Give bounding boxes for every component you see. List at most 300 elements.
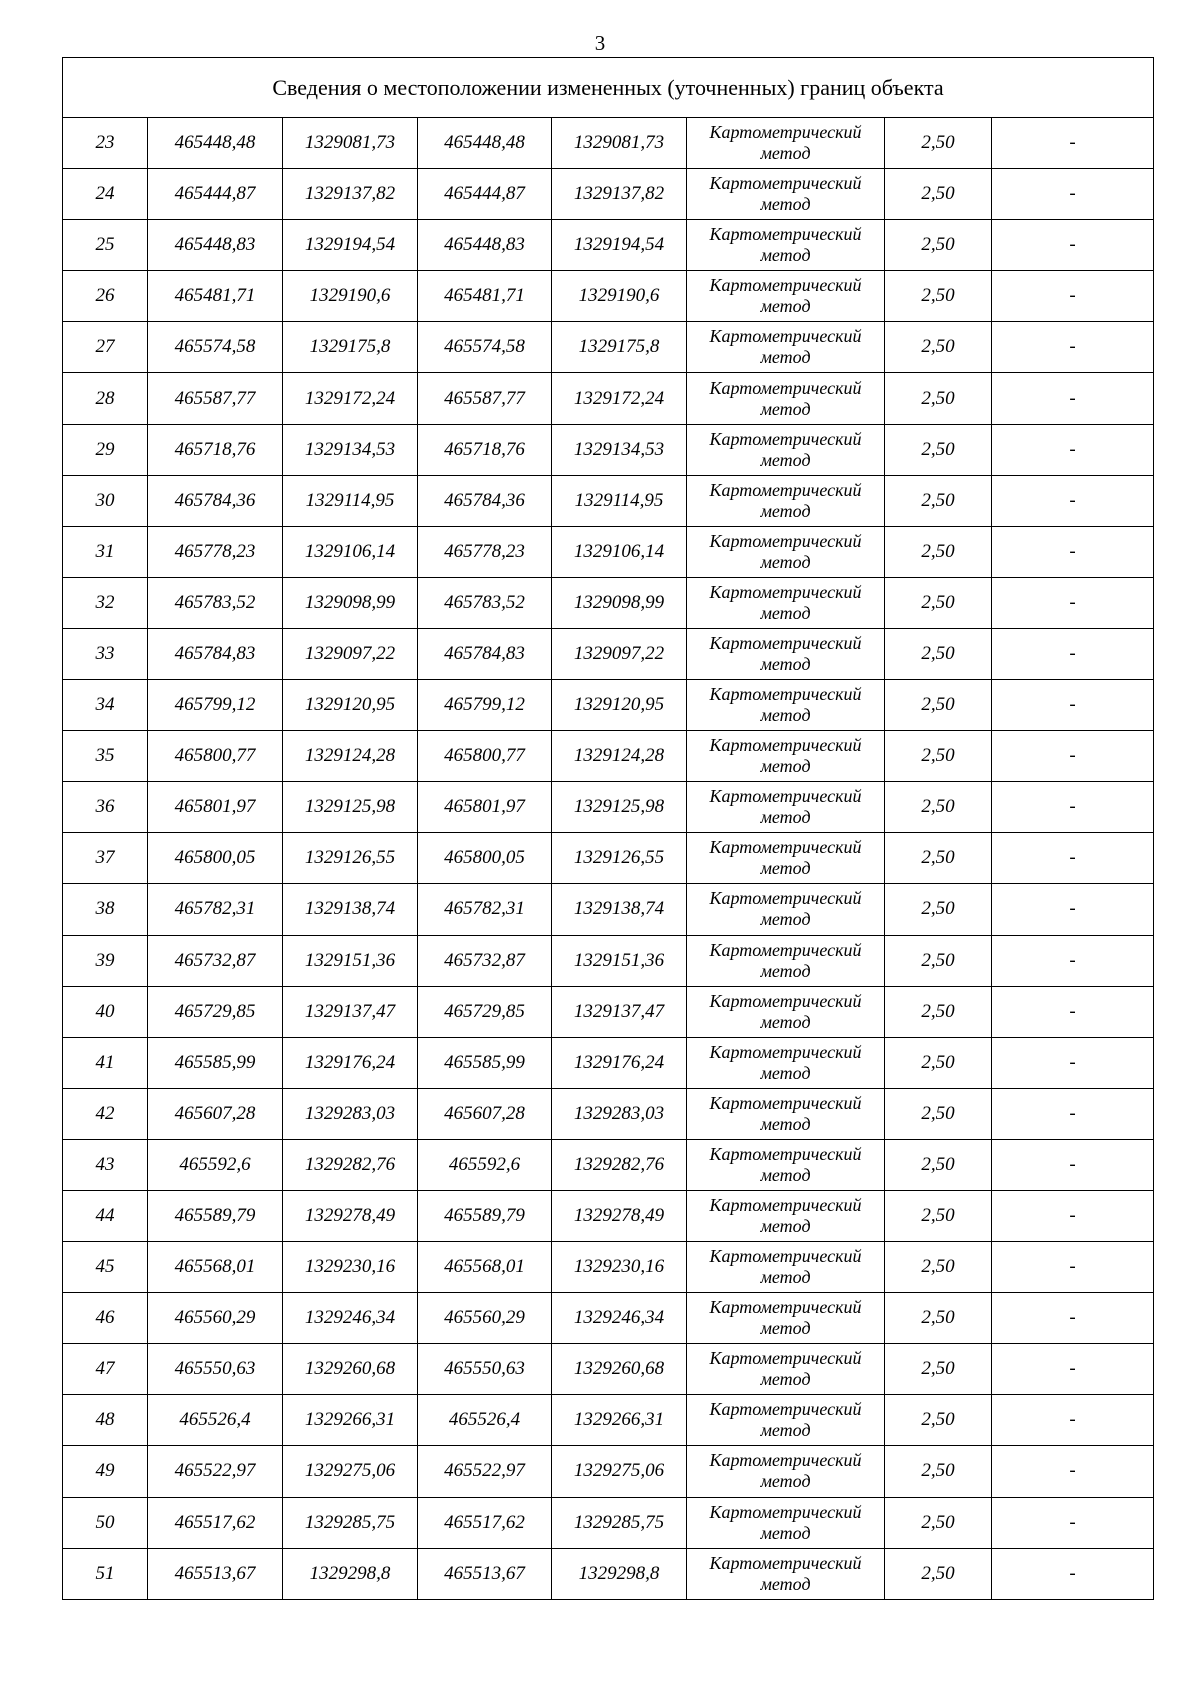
table-row [63,1139,1154,1190]
table-row [63,1344,1154,1395]
method-line-2: метод [760,1318,811,1339]
table-row [63,628,1154,679]
method-line-1: Картометрический [709,275,862,296]
point-number-cell: 49 [63,1446,148,1497]
existing-x-cell: 465513,67 [148,1548,283,1599]
refined-y-cell: 1329124,28 [552,731,687,782]
refined-y-cell: 1329120,95 [552,680,687,731]
description-cell: - [992,118,1154,169]
table-row [63,118,1154,169]
refined-y-cell: 1329194,54 [552,220,687,271]
table-row [63,1088,1154,1139]
refined-y-cell: 1329282,76 [552,1139,687,1190]
refined-y-cell: 1329278,49 [552,1190,687,1241]
refined-y-cell: 1329246,34 [552,1293,687,1344]
accuracy-cell: 2,50 [885,424,992,475]
refined-x-cell: 465607,28 [418,1088,552,1139]
refined-y-cell: 1329283,03 [552,1088,687,1139]
page-number: 3 [594,31,606,55]
method-cell [687,118,885,169]
accuracy-cell: 2,50 [885,782,992,833]
accuracy-cell: 2,50 [885,220,992,271]
accuracy-cell: 2,50 [885,577,992,628]
method-cell [687,322,885,373]
description-cell: - [992,271,1154,322]
description-cell: - [992,475,1154,526]
existing-x-cell: 465607,28 [148,1088,283,1139]
existing-x-cell: 465522,97 [148,1446,283,1497]
method-line-2: метод [760,1369,811,1390]
refined-y-cell: 1329172,24 [552,373,687,424]
method-cell [687,271,885,322]
method-line-1: Картометрический [709,1195,862,1216]
existing-x-cell: 465778,23 [148,526,283,577]
existing-y-cell: 1329275,06 [283,1446,418,1497]
existing-y-cell: 1329134,53 [283,424,418,475]
existing-y-cell: 1329194,54 [283,220,418,271]
refined-x-cell: 465718,76 [418,424,552,475]
method-line-2: метод [760,807,811,828]
existing-x-cell: 465783,52 [148,577,283,628]
accuracy-cell: 2,50 [885,1497,992,1548]
existing-y-cell: 1329266,31 [283,1395,418,1446]
refined-y-cell: 1329081,73 [552,118,687,169]
method-line-1: Картометрический [709,1399,862,1420]
existing-y-cell: 1329175,8 [283,322,418,373]
refined-x-cell: 465729,85 [418,986,552,1037]
table-row [63,373,1154,424]
existing-x-cell: 465589,79 [148,1190,283,1241]
existing-y-cell: 1329081,73 [283,118,418,169]
description-cell: - [992,322,1154,373]
refined-x-cell: 465592,6 [418,1139,552,1190]
existing-x-cell: 465732,87 [148,935,283,986]
existing-y-cell: 1329283,03 [283,1088,418,1139]
accuracy-cell: 2,50 [885,680,992,731]
method-line-1: Картометрический [709,786,862,807]
table-row [63,935,1154,986]
table-row [63,271,1154,322]
method-line-1: Картометрический [709,1246,862,1267]
method-line-2: метод [760,551,811,572]
table-row [63,1446,1154,1497]
accuracy-cell: 2,50 [885,1548,992,1599]
accuracy-cell: 2,50 [885,373,992,424]
description-cell: - [992,1037,1154,1088]
point-number-cell: 46 [63,1293,148,1344]
point-number-cell: 28 [63,373,148,424]
method-cell [687,1395,885,1446]
description-cell: - [992,782,1154,833]
table-row [63,322,1154,373]
refined-y-cell: 1329275,06 [552,1446,687,1497]
method-cell [687,1548,885,1599]
existing-x-cell: 465585,99 [148,1037,283,1088]
description-cell: - [992,1446,1154,1497]
method-cell [687,833,885,884]
existing-y-cell: 1329278,49 [283,1190,418,1241]
accuracy-cell: 2,50 [885,628,992,679]
refined-y-cell: 1329175,8 [552,322,687,373]
method-cell [687,935,885,986]
accuracy-cell: 2,50 [885,1139,992,1190]
method-line-2: метод [760,602,811,623]
existing-y-cell: 1329137,47 [283,986,418,1037]
existing-y-cell: 1329282,76 [283,1139,418,1190]
refined-x-cell: 465783,52 [418,577,552,628]
method-cell [687,884,885,935]
method-line-2: метод [760,1062,811,1083]
table-row [63,169,1154,220]
refined-y-cell: 1329285,75 [552,1497,687,1548]
method-line-1: Картометрический [709,684,862,705]
method-line-2: метод [760,1011,811,1032]
accuracy-cell: 2,50 [885,271,992,322]
refined-y-cell: 1329097,22 [552,628,687,679]
refined-x-cell: 465560,29 [418,1293,552,1344]
point-number-cell: 38 [63,884,148,935]
point-number-cell: 33 [63,628,148,679]
existing-x-cell: 465729,85 [148,986,283,1037]
description-cell: - [992,373,1154,424]
refined-x-cell: 465444,87 [418,169,552,220]
method-line-1: Картометрический [709,428,862,449]
method-line-1: Картометрический [709,122,862,143]
existing-x-cell: 465560,29 [148,1293,283,1344]
method-cell [687,782,885,833]
accuracy-cell: 2,50 [885,475,992,526]
method-line-2: метод [760,1522,811,1543]
existing-x-cell: 465801,97 [148,782,283,833]
refined-y-cell: 1329126,55 [552,833,687,884]
accuracy-cell: 2,50 [885,526,992,577]
method-line-1: Картометрический [709,632,862,653]
method-cell [687,1088,885,1139]
table-row [63,731,1154,782]
existing-x-cell: 465782,31 [148,884,283,935]
method-line-2: метод [760,705,811,726]
refined-x-cell: 465589,79 [418,1190,552,1241]
refined-x-cell: 465526,4 [418,1395,552,1446]
method-line-2: метод [760,756,811,777]
point-number-cell: 30 [63,475,148,526]
method-line-1: Картометрический [709,990,862,1011]
existing-x-cell: 465448,48 [148,118,283,169]
description-cell: - [992,1344,1154,1395]
point-number-cell: 50 [63,1497,148,1548]
description-cell: - [992,884,1154,935]
table-row [63,1293,1154,1344]
description-cell: - [992,577,1154,628]
method-cell [687,1293,885,1344]
method-line-1: Картометрический [709,837,862,858]
existing-x-cell: 465526,4 [148,1395,283,1446]
method-line-2: метод [760,194,811,215]
existing-x-cell: 465800,05 [148,833,283,884]
table-row [63,782,1154,833]
existing-y-cell: 1329097,22 [283,628,418,679]
refined-x-cell: 465585,99 [418,1037,552,1088]
accuracy-cell: 2,50 [885,1446,992,1497]
existing-y-cell: 1329125,98 [283,782,418,833]
refined-x-cell: 465448,48 [418,118,552,169]
method-cell [687,680,885,731]
refined-x-cell: 465517,62 [418,1497,552,1548]
method-line-1: Картометрический [709,1348,862,1369]
existing-y-cell: 1329298,8 [283,1548,418,1599]
existing-y-cell: 1329260,68 [283,1344,418,1395]
method-line-2: метод [760,1420,811,1441]
accuracy-cell: 2,50 [885,731,992,782]
existing-y-cell: 1329137,82 [283,169,418,220]
method-line-1: Картометрический [709,1297,862,1318]
refined-y-cell: 1329151,36 [552,935,687,986]
description-cell: - [992,424,1154,475]
refined-y-cell: 1329266,31 [552,1395,687,1446]
table-row [63,577,1154,628]
refined-x-cell: 465513,67 [418,1548,552,1599]
accuracy-cell: 2,50 [885,986,992,1037]
refined-x-cell: 465799,12 [418,680,552,731]
description-cell: - [992,526,1154,577]
method-line-2: метод [760,653,811,674]
method-line-2: метод [760,143,811,164]
description-cell: - [992,833,1154,884]
refined-y-cell: 1329176,24 [552,1037,687,1088]
refined-x-cell: 465778,23 [418,526,552,577]
point-number-cell: 25 [63,220,148,271]
refined-y-cell: 1329134,53 [552,424,687,475]
method-cell [687,1344,885,1395]
method-line-1: Картометрический [709,888,862,909]
point-number-cell: 31 [63,526,148,577]
refined-x-cell: 465784,83 [418,628,552,679]
point-number-cell: 44 [63,1190,148,1241]
accuracy-cell: 2,50 [885,169,992,220]
description-cell: - [992,1497,1154,1548]
existing-x-cell: 465784,83 [148,628,283,679]
method-line-1: Картометрический [709,1552,862,1573]
method-line-2: метод [760,1113,811,1134]
point-number-cell: 27 [63,322,148,373]
method-line-1: Картометрический [709,581,862,602]
refined-x-cell: 465784,36 [418,475,552,526]
refined-y-cell: 1329138,74 [552,884,687,935]
refined-x-cell: 465522,97 [418,1446,552,1497]
description-cell: - [992,731,1154,782]
method-line-1: Картометрический [709,1143,862,1164]
table-row [63,1242,1154,1293]
existing-y-cell: 1329124,28 [283,731,418,782]
method-cell [687,169,885,220]
method-cell [687,1242,885,1293]
existing-y-cell: 1329172,24 [283,373,418,424]
method-cell [687,731,885,782]
existing-x-cell: 465784,36 [148,475,283,526]
method-line-1: Картометрический [709,1041,862,1062]
method-line-1: Картометрический [709,173,862,194]
point-number-cell: 48 [63,1395,148,1446]
accuracy-cell: 2,50 [885,1344,992,1395]
existing-x-cell: 465718,76 [148,424,283,475]
existing-y-cell: 1329114,95 [283,475,418,526]
description-cell: - [992,220,1154,271]
description-cell: - [992,935,1154,986]
method-cell [687,986,885,1037]
existing-x-cell: 465517,62 [148,1497,283,1548]
refined-y-cell: 1329125,98 [552,782,687,833]
existing-x-cell: 465799,12 [148,680,283,731]
existing-y-cell: 1329120,95 [283,680,418,731]
point-number-cell: 41 [63,1037,148,1088]
method-line-2: метод [760,500,811,521]
point-number-cell: 34 [63,680,148,731]
refined-x-cell: 465587,77 [418,373,552,424]
method-line-2: метод [760,909,811,930]
existing-y-cell: 1329106,14 [283,526,418,577]
method-line-2: метод [760,1267,811,1288]
table-row [63,833,1154,884]
table-row [63,986,1154,1037]
method-line-1: Картометрический [709,1092,862,1113]
accuracy-cell: 2,50 [885,1242,992,1293]
method-line-2: метод [760,960,811,981]
table-row [63,1190,1154,1241]
accuracy-cell: 2,50 [885,884,992,935]
method-cell [687,220,885,271]
table-row [63,1395,1154,1446]
method-cell [687,628,885,679]
refined-x-cell: 465481,71 [418,271,552,322]
point-number-cell: 36 [63,782,148,833]
method-cell [687,424,885,475]
existing-x-cell: 465574,58 [148,322,283,373]
boundary-coordinates-table [62,57,1154,1600]
point-number-cell: 47 [63,1344,148,1395]
refined-y-cell: 1329137,82 [552,169,687,220]
method-line-2: метод [760,1471,811,1492]
refined-y-cell: 1329114,95 [552,475,687,526]
existing-y-cell: 1329246,34 [283,1293,418,1344]
method-line-2: метод [760,1216,811,1237]
refined-x-cell: 465574,58 [418,322,552,373]
refined-x-cell: 465801,97 [418,782,552,833]
method-cell [687,1139,885,1190]
description-cell: - [992,1548,1154,1599]
accuracy-cell: 2,50 [885,322,992,373]
description-cell: - [992,1088,1154,1139]
refined-x-cell: 465800,05 [418,833,552,884]
method-line-1: Картометрический [709,1450,862,1471]
existing-y-cell: 1329151,36 [283,935,418,986]
refined-y-cell: 1329230,16 [552,1242,687,1293]
refined-x-cell: 465568,01 [418,1242,552,1293]
method-cell [687,1037,885,1088]
accuracy-cell: 2,50 [885,1395,992,1446]
table-row [63,220,1154,271]
method-line-1: Картометрический [709,1501,862,1522]
existing-x-cell: 465481,71 [148,271,283,322]
description-cell: - [992,680,1154,731]
method-line-1: Картометрический [709,224,862,245]
refined-y-cell: 1329260,68 [552,1344,687,1395]
method-cell [687,475,885,526]
point-number-cell: 39 [63,935,148,986]
point-number-cell: 29 [63,424,148,475]
accuracy-cell: 2,50 [885,118,992,169]
refined-x-cell: 465550,63 [418,1344,552,1395]
method-line-2: метод [760,398,811,419]
table-row [63,1548,1154,1599]
refined-y-cell: 1329190,6 [552,271,687,322]
point-number-cell: 51 [63,1548,148,1599]
method-line-1: Картометрический [709,326,862,347]
method-line-1: Картометрический [709,939,862,960]
method-cell [687,1497,885,1548]
method-cell [687,577,885,628]
point-number-cell: 26 [63,271,148,322]
refined-x-cell: 465732,87 [418,935,552,986]
description-cell: - [992,1395,1154,1446]
table-title-row [63,58,1154,118]
refined-y-cell: 1329137,47 [552,986,687,1037]
table-row [63,1497,1154,1548]
existing-x-cell: 465444,87 [148,169,283,220]
method-line-2: метод [760,858,811,879]
description-cell: - [992,628,1154,679]
existing-y-cell: 1329190,6 [283,271,418,322]
existing-x-cell: 465550,63 [148,1344,283,1395]
refined-x-cell: 465448,83 [418,220,552,271]
method-line-1: Картометрический [709,735,862,756]
accuracy-cell: 2,50 [885,1293,992,1344]
description-cell: - [992,1139,1154,1190]
existing-x-cell: 465592,6 [148,1139,283,1190]
existing-y-cell: 1329176,24 [283,1037,418,1088]
point-number-cell: 32 [63,577,148,628]
method-cell [687,526,885,577]
description-cell: - [992,169,1154,220]
method-line-2: метод [760,245,811,266]
existing-y-cell: 1329138,74 [283,884,418,935]
description-cell: - [992,1242,1154,1293]
point-number-cell: 42 [63,1088,148,1139]
table-row [63,884,1154,935]
point-number-cell: 24 [63,169,148,220]
existing-x-cell: 465568,01 [148,1242,283,1293]
refined-y-cell: 1329106,14 [552,526,687,577]
description-cell: - [992,1190,1154,1241]
method-cell [687,373,885,424]
method-cell [687,1446,885,1497]
existing-x-cell: 465800,77 [148,731,283,782]
table-row [63,1037,1154,1088]
existing-x-cell: 465448,83 [148,220,283,271]
accuracy-cell: 2,50 [885,935,992,986]
accuracy-cell: 2,50 [885,1037,992,1088]
existing-y-cell: 1329285,75 [283,1497,418,1548]
point-number-cell: 37 [63,833,148,884]
method-line-2: метод [760,1573,811,1594]
table-row [63,475,1154,526]
accuracy-cell: 2,50 [885,1088,992,1139]
table-row [63,680,1154,731]
existing-y-cell: 1329126,55 [283,833,418,884]
point-number-cell: 43 [63,1139,148,1190]
point-number-cell: 40 [63,986,148,1037]
existing-y-cell: 1329230,16 [283,1242,418,1293]
method-line-2: метод [760,449,811,470]
